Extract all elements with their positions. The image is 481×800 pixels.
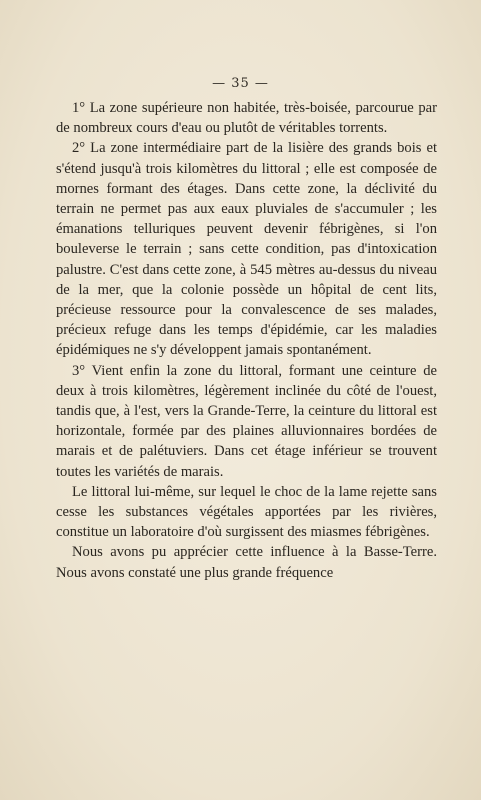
paragraph-upper-zone: 1° La zone supérieure non habitée, très-boisée, parcourue par de nombreux cours d'eau ou plutôt de véritables torrents. xyxy=(56,100,437,137)
page-number: — 35 — xyxy=(212,76,269,91)
paragraph-littoral-zone: 3° Vient enfin la zone du littoral, formant une ceinture de deux à trois kilomètres, légèrement inclinée du côté de l'ouest, tandis que, à l'est, vers la Grande-Terre, la ceinture du littoral est horizontale, formée par des plaines alluvionnaires bordées de marais et de palétuviers. Dans cet étage inférieur se trouvent toutes les variétés de marais. xyxy=(56,362,437,480)
paragraph-intermediate-zone: 2° La zone intermédiaire part de la lisière des grands bois et s'étend jusqu'à trois kilomètres du littoral ; elle est composée de mornes formant des étages. Dans cette zone, la déclivité du terrain ne permet pas aux eaux pluviales de s'accumuler ; les émanations telluriques peuvent devenir fébrigènes, si l'on bouleverse le terrain ; sans cette condition, pas d'intoxication palustre. C'est dans cette zone, à 545 mètres au-dessus du niveau de la mer, que la colonie possède un hôpital de cent lits, précieuse ressource pour la convalescence de ses malades, précieux refuge dans les temps d'épidémie, car les maladies épidémiques ne s'y développent jamais spontanément. xyxy=(56,140,437,359)
body-text xyxy=(56,98,437,583)
paragraph-littoral-itself: Le littoral lui-même, sur lequel le choc de la lame rejette sans cesse les substances végétales apportées par les rivières, constitue un laboratoire d'où surgissent des miasmes fébrigènes. xyxy=(56,483,437,541)
paragraph-basse-terre: Nous avons pu apprécier cette influence à la Basse-Terre. Nous avons constaté une plus grande fréquence xyxy=(56,544,437,581)
